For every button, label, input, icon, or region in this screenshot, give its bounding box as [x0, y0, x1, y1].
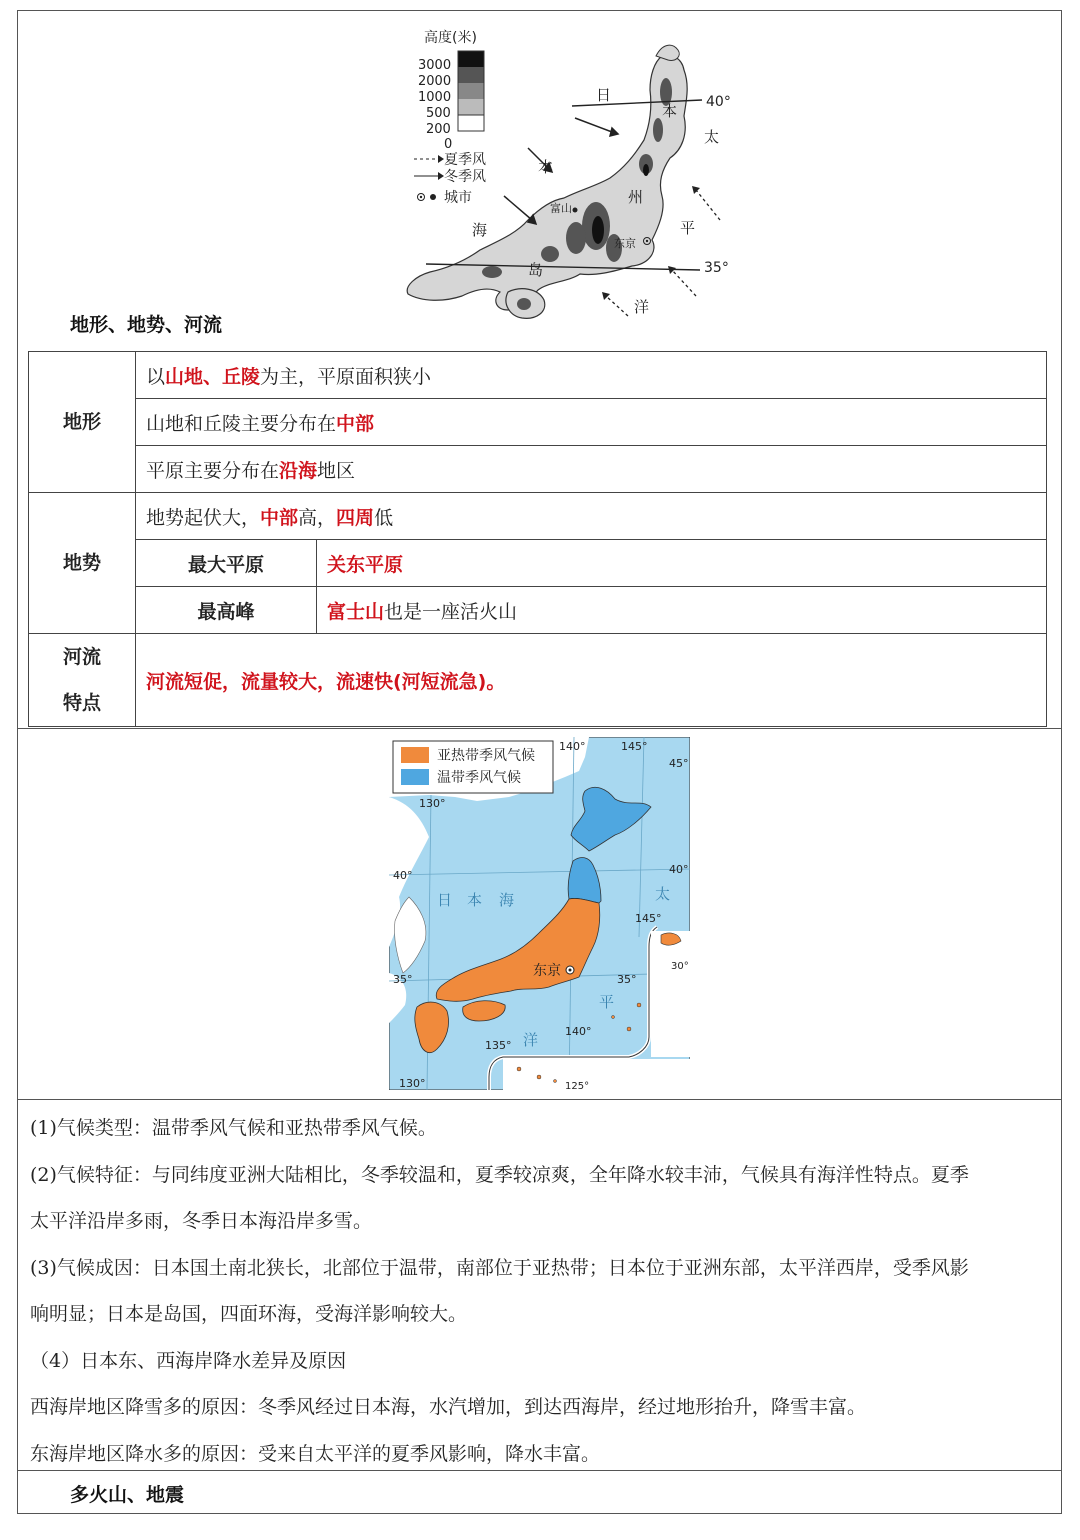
map-label: 太: [655, 885, 671, 903]
table-cell: 富士山也是一座活火山: [317, 587, 1047, 634]
map-label: 岛: [528, 261, 544, 279]
sub-header-largest-plain: 最大平原: [136, 540, 317, 587]
legend-level: 500: [426, 106, 451, 121]
legend-level: 3000: [418, 58, 452, 73]
row-header-river: 河流 特点: [29, 634, 136, 727]
climate-paragraph: (1)气候类型：温带季风气候和亚热带季风气候。: [30, 1117, 437, 1139]
city-label: 城市: [444, 190, 472, 206]
legend-swatch: [458, 99, 484, 115]
row-header-relief: 地势: [29, 493, 136, 634]
legend-swatch: [458, 51, 484, 67]
japan-climate-map: [389, 737, 690, 1090]
map-label: 富山: [550, 202, 572, 215]
volcano-section-title: 多火山、地震: [70, 1484, 185, 1506]
map-label: 35°: [617, 973, 637, 986]
map-label: 30°: [671, 961, 689, 972]
climate-paragraph: 响明显；日本是岛国，四面环海，受海洋影响较大。: [30, 1303, 468, 1325]
map-label: 40°: [393, 869, 413, 882]
map-label: 东京: [614, 237, 636, 250]
winter-wind-label: 冬季风: [444, 169, 486, 185]
map-label: 135°: [485, 1039, 512, 1052]
climate-paragraph: (3)气候成因：日本国土南北狭长，北部位于温带，南部位于亚热带；日本位于亚洲东部，太平洋西岸，受季风影: [30, 1256, 969, 1279]
map-label: 140°: [565, 1025, 592, 1038]
legend-swatch-subtropical: [401, 747, 429, 763]
table-cell: 平原主要分布在沿海地区: [136, 446, 1047, 493]
map-label: 洋: [634, 298, 650, 316]
terrain-table: [28, 351, 1047, 727]
climate-paragraph: 西海岸地区降雪多的原因：冬季风经过日本海，水汽增加，到达西海岸，经过地形抬升，降雪丰富。: [30, 1396, 867, 1418]
map-label: 海: [499, 891, 515, 909]
divider: [17, 1099, 1062, 1100]
map-label: 40°: [706, 94, 731, 110]
climate-paragraph: （4）日本东、西海岸降水差异及原因: [30, 1349, 347, 1372]
legend-level: 1000: [418, 90, 452, 105]
toyama-city-icon: [573, 208, 578, 213]
legend-label-subtropical: 亚热带季风气候: [437, 748, 535, 764]
map-label: 本: [467, 891, 483, 909]
legend-swatch-temperate: [401, 769, 429, 785]
table-cell: 以山地、丘陵为主，平原面积狭小: [136, 352, 1047, 399]
map-label: 145°: [621, 740, 648, 753]
climate-paragraph: 东海岸地区降水多的原因：受来自太平洋的夏季风影响，降水丰富。: [30, 1442, 601, 1465]
map-label: 35°: [393, 973, 413, 986]
map-label-tokyo: 东京: [533, 963, 561, 979]
divider: [17, 728, 1062, 729]
legend-level: 200: [426, 122, 451, 137]
legend-swatch: [458, 67, 484, 83]
map-label: 海: [472, 221, 488, 239]
map-label: 日: [437, 891, 453, 909]
map-label: 州: [628, 188, 644, 206]
row-header-terrain: 地形: [29, 352, 136, 493]
table-cell: 河流短促，流量较大，流速快(河短流急)。: [136, 634, 1047, 727]
map-label: 本: [538, 158, 554, 176]
legend-swatch: [458, 83, 484, 99]
terrain-section-title: 地形、地势、河流: [70, 314, 223, 336]
map-label: 45°: [669, 757, 689, 770]
map-label: 平: [680, 219, 696, 237]
map-label: 125°: [565, 1081, 590, 1090]
table-cell: 山地和丘陵主要分布在中部: [136, 399, 1047, 446]
map-label: 145°: [635, 912, 662, 925]
map-label: 日: [596, 86, 612, 104]
climate-paragraph: 太平洋沿岸多雨，冬季日本海沿岸多雪。: [30, 1210, 373, 1232]
legend-label-temperate: 温带季风气候: [437, 770, 521, 786]
map-label: 130°: [399, 1077, 426, 1090]
table-cell: 关东平原: [317, 540, 1047, 587]
legend-level: 2000: [418, 74, 452, 89]
map-label: 130°: [419, 797, 446, 810]
climate-notes: [30, 1105, 1055, 1477]
map-label: 40°: [669, 863, 689, 876]
japan-terrain-map: [400, 20, 745, 320]
map-label: 140°: [559, 740, 586, 753]
map-label: 本: [662, 102, 678, 120]
table-cell: 地势起伏大，中部高，四周低: [136, 493, 1047, 540]
legend-level: 0: [444, 137, 453, 152]
map-label: 平: [599, 993, 615, 1011]
sub-header-highest-peak: 最高峰: [136, 587, 317, 634]
summer-wind-label: 夏季风: [444, 152, 486, 168]
map-label: 洋: [523, 1031, 539, 1049]
map-label: 35°: [704, 260, 729, 276]
map-label: 太: [704, 128, 720, 146]
climate-paragraph: (2)气候特征：与同纬度亚洲大陆相比，冬季较温和，夏季较凉爽，全年降水较丰沛，气候具有海洋性特点。夏季: [30, 1163, 969, 1186]
legend-swatch: [458, 115, 484, 131]
legend-title: 高度(米): [424, 30, 477, 46]
